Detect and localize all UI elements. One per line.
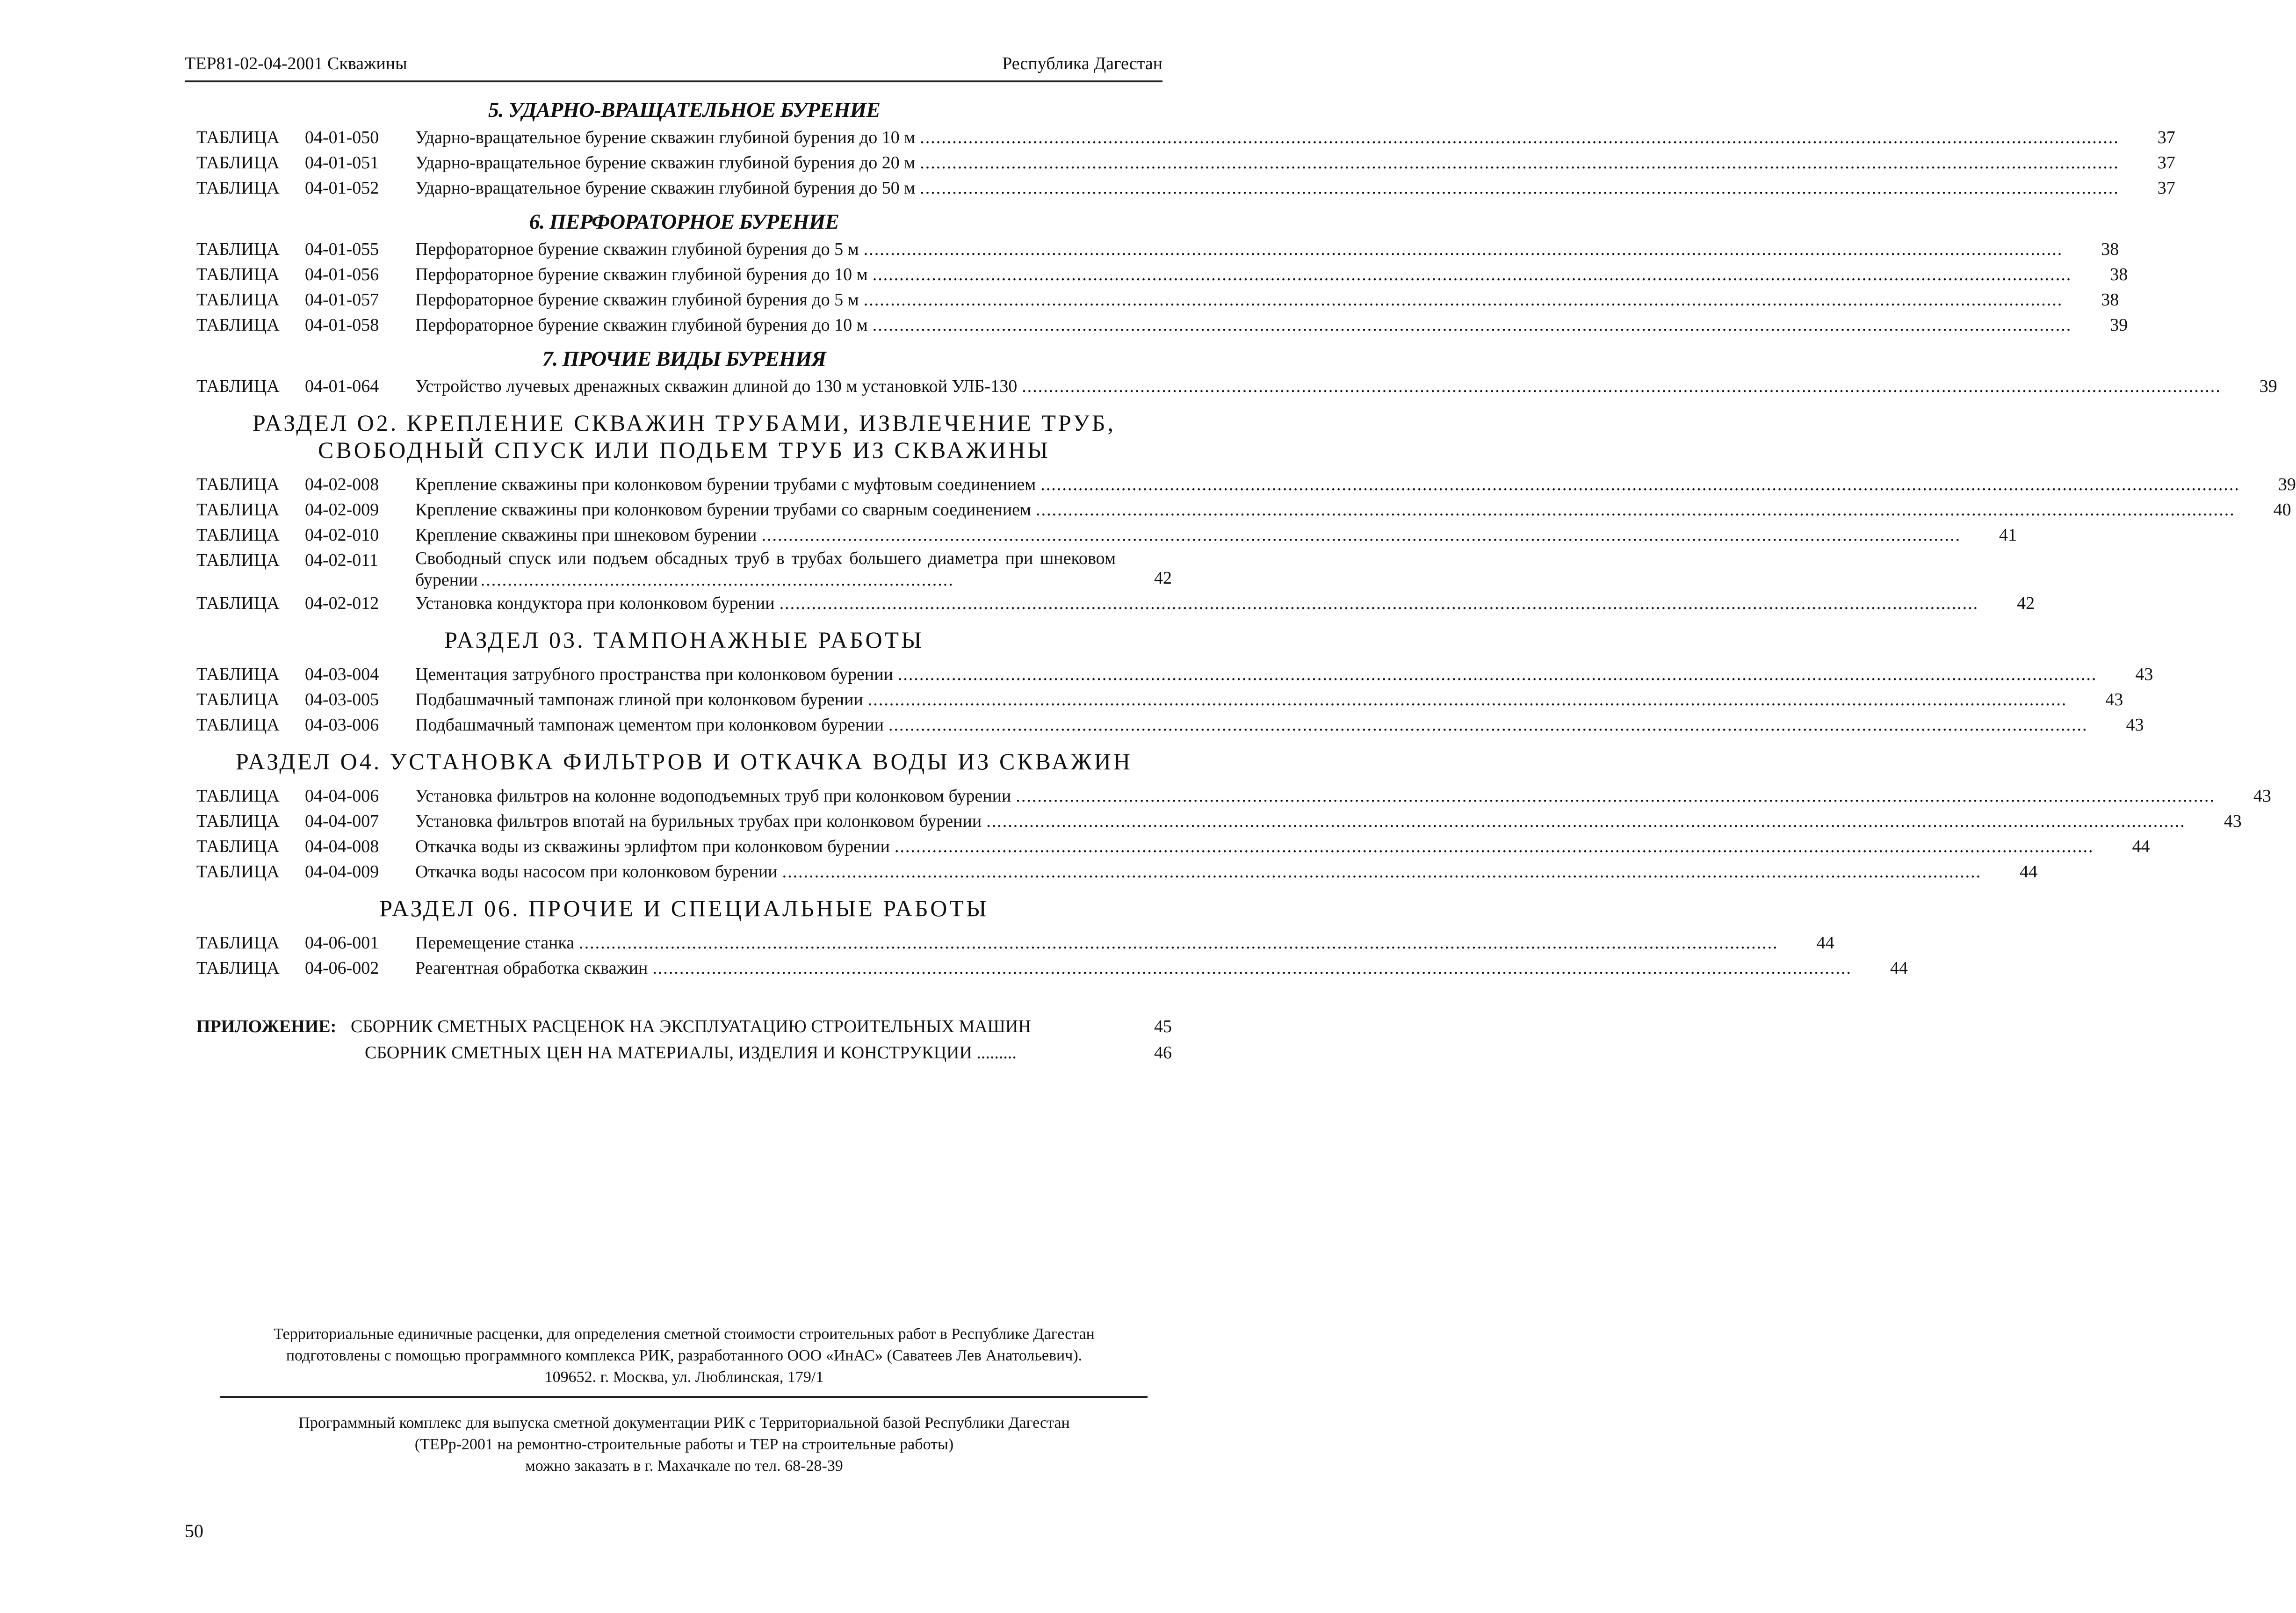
toc-row xyxy=(196,783,2271,809)
row-title-text: Свободный спуск или подъем обсадных труб в трубах большего диаметра при шнековом бурении xyxy=(415,549,1116,590)
appendix-page: 46 xyxy=(1154,1043,1172,1063)
row-page: 42 xyxy=(2017,593,2035,613)
row-page: 44 xyxy=(2132,837,2150,856)
page-header xyxy=(185,37,1162,82)
row-title-text: Перфораторное бурение скважин глубиной бурения до 10 м xyxy=(415,315,868,335)
toc-row xyxy=(196,472,2296,497)
toc-row xyxy=(196,662,2153,687)
row-code: 04-01-064 xyxy=(305,376,379,396)
row-code: 04-04-007 xyxy=(305,811,379,831)
leader-dots xyxy=(782,859,1982,884)
toc-row xyxy=(196,834,2150,859)
row-page: 43 xyxy=(2224,811,2242,831)
leader-dots xyxy=(920,125,2119,150)
row-label: ТАБЛИЦА xyxy=(196,958,280,978)
appendix-page: 45 xyxy=(1154,1017,1172,1036)
footer-line: Территориальные единичные расценки, для определения сметной стоимости строительных работ в Республике Дагестан xyxy=(274,1325,1095,1343)
toc-row xyxy=(196,262,2128,287)
row-page: 43 xyxy=(2135,665,2153,684)
row-page: 37 xyxy=(2157,153,2175,173)
row-label: ТАБЛИЦА xyxy=(196,786,280,806)
row-title xyxy=(415,687,2067,712)
row-title-text: Ударно-вращательное бурение скважин глубиной бурения до 20 м xyxy=(415,153,916,173)
row-page: 43 xyxy=(2105,690,2123,709)
row-title xyxy=(415,125,2119,150)
row-title xyxy=(415,809,2186,834)
toc-row xyxy=(196,150,2175,175)
leader-dots xyxy=(864,237,2063,262)
row-title-text: Перемещение станка xyxy=(415,933,575,953)
row-title-text: Крепление скважины при колонковом бурении трубами со сварным соединением xyxy=(415,500,1032,520)
row-page: 39 xyxy=(2110,315,2128,335)
row-label: ТАБЛИЦА xyxy=(196,862,280,882)
row-label: ТАБЛИЦА xyxy=(196,690,280,709)
leader-dots xyxy=(888,712,2088,738)
row-title-text: Установка фильтров впотай на бурильных трубах при колонковом бурении xyxy=(415,811,982,831)
leader-dots xyxy=(652,955,1852,981)
section-heading-5: 5. УДАРНО-ВРАЩАТЕЛЬНОЕ БУРЕНИЕ xyxy=(488,98,880,122)
row-title xyxy=(415,930,1778,955)
appendix-text: СБОРНИК СМЕТНЫХ РАСЦЕНОК НА ЭКСПЛУАТАЦИЮ СТРОИТЕЛЬНЫХ МАШИН xyxy=(351,1017,1031,1036)
row-page: 37 xyxy=(2157,128,2175,147)
row-code: 04-01-056 xyxy=(305,265,379,284)
row-page: 41 xyxy=(1999,525,2017,545)
section-heading-6: 6. ПЕРФОРАТОРНОЕ БУРЕНИЕ xyxy=(529,210,839,233)
row-label: ТАБЛИЦА xyxy=(196,665,280,684)
row-title xyxy=(415,783,2215,809)
row-code: 04-03-006 xyxy=(305,715,379,735)
row-title xyxy=(415,522,1961,548)
row-title-text: Ударно-вращательное бурение скважин глубиной бурения до 10 м xyxy=(415,128,916,147)
leader-dots xyxy=(868,687,2067,712)
row-code: 04-01-051 xyxy=(305,153,379,173)
row-title-text: Реагентная обработка скважин xyxy=(415,958,648,978)
row-title xyxy=(415,662,2097,687)
row-title xyxy=(415,312,2072,338)
row-code: 04-06-002 xyxy=(305,958,379,978)
leader-dots xyxy=(920,175,2119,201)
toc-row xyxy=(196,287,2119,312)
row-code: 04-02-008 xyxy=(305,475,379,494)
row-code: 04-01-058 xyxy=(305,315,379,335)
row-title-text: Перфораторное бурение скважин глубиной бурения до 5 м xyxy=(415,290,859,310)
row-code: 04-02-011 xyxy=(305,550,378,570)
leader-dots xyxy=(1036,497,2235,522)
appendix-row xyxy=(196,1040,1172,1066)
row-title-text: Ударно-вращательное бурение скважин глубиной бурения до 50 м xyxy=(415,178,916,198)
row-label: ТАБЛИЦА xyxy=(196,475,280,494)
toc-row xyxy=(196,687,2123,712)
row-title xyxy=(415,150,2119,175)
appendix-row xyxy=(196,1013,1172,1040)
row-title xyxy=(415,497,2235,522)
row-label: ТАБЛИЦА xyxy=(196,290,280,310)
row-code: 04-06-001 xyxy=(305,933,379,953)
row-title xyxy=(415,287,2063,312)
row-title xyxy=(415,237,2063,262)
row-title-text: Установка фильтров на колонне водоподъемных труб при колонковом бурении xyxy=(415,786,1011,806)
row-label: ТАБЛИЦА xyxy=(196,837,280,856)
leader-dots xyxy=(761,522,1961,548)
row-code: 04-02-012 xyxy=(305,593,379,613)
row-title-text: Цементация затрубного пространства при колонковом бурении xyxy=(415,665,893,684)
toc-row xyxy=(196,955,1908,981)
razdel-02-heading xyxy=(196,409,1172,463)
row-title-text: Крепление скважины при колонковом бурении трубами с муфтовым соединением xyxy=(415,475,1036,494)
row-label: ТАБЛИЦА xyxy=(196,715,280,735)
footer-line: (ТЕРр-2001 на ремонтно-строительные работы и ТЕР на строительные работы) xyxy=(414,1436,954,1453)
header-region: Республика Дагестан xyxy=(1002,54,1162,73)
leader-dots xyxy=(1016,783,2215,809)
row-code: 04-02-010 xyxy=(305,525,379,545)
row-code: 04-04-009 xyxy=(305,862,379,882)
row-title-text: Откачка воды насосом при колонковом бурении xyxy=(415,862,778,882)
appendix-spacer xyxy=(196,1040,351,1066)
row-label: ТАБЛИЦА xyxy=(196,265,280,284)
row-label: ТАБЛИЦА xyxy=(196,376,280,396)
razdel-02-heading-line2: СВОБОДНЫЙ СПУСК ИЛИ ПОДЬЕМ ТРУБ ИЗ СКВАЖИНЫ xyxy=(318,437,1050,463)
leader-dots xyxy=(579,930,1778,955)
row-title-text: Устройство лучевых дренажных скважин длиной до 130 м установкой УЛБ-130 xyxy=(415,376,1018,396)
row-page: 42 xyxy=(1154,568,1172,588)
row-label: ТАБЛИЦА xyxy=(196,933,280,953)
row-code: 04-01-050 xyxy=(305,128,379,147)
row-code: 04-04-008 xyxy=(305,837,379,856)
row-code: 04-03-004 xyxy=(305,665,379,684)
footer-credits xyxy=(196,1324,1172,1388)
leader-dots xyxy=(864,287,2063,312)
razdel-03-heading: РАЗДЕЛ 03. ТАМПОНАЖНЫЕ РАБОТЫ xyxy=(444,627,924,653)
row-page: 44 xyxy=(1816,933,1834,953)
row-title-text: Подбашмачный тампонаж цементом при колонковом бурении xyxy=(415,715,884,735)
toc-row xyxy=(196,548,1172,591)
row-title xyxy=(415,712,2088,738)
row-page: 44 xyxy=(1890,958,1908,978)
row-page: 37 xyxy=(2157,178,2175,198)
row-label: ТАБЛИЦА xyxy=(196,525,280,545)
toc-row xyxy=(196,522,2017,548)
row-label: ТАБЛИЦА xyxy=(196,500,280,520)
row-title-text: Перфораторное бурение скважин глубиной бурения до 5 м xyxy=(415,239,859,259)
toc-row xyxy=(196,374,2277,399)
row-page: 38 xyxy=(2101,290,2119,310)
row-page: 44 xyxy=(2020,862,2038,882)
leader-dots xyxy=(780,591,1979,616)
row-label: ТАБЛИЦА xyxy=(196,153,280,173)
footer-divider xyxy=(220,1396,1148,1398)
razdel-04-heading: РАЗДЕЛ О4. УСТАНОВКА ФИЛЬТРОВ И ОТКАЧКА ВОДЫ ИЗ СКВАЖИН xyxy=(235,748,1133,774)
row-title xyxy=(415,591,1978,616)
razdel-02-heading-line1: РАЗДЕЛ О2. КРЕПЛЕНИЕ СКВАЖИН ТРУБАМИ, ИЗВЛЕЧЕНИЕ ТРУБ, xyxy=(252,410,1116,436)
row-code: 04-02-009 xyxy=(305,500,379,520)
row-title-text: Перфораторное бурение скважин глубиной бурения до 10 м xyxy=(415,265,868,284)
row-label: ТАБЛИЦА xyxy=(196,550,280,570)
header-doc-title: ТЕР81-02-04-2001 Скважины xyxy=(185,54,407,73)
toc-row xyxy=(196,237,2119,262)
leader-dots xyxy=(920,150,2119,175)
row-title xyxy=(415,548,1116,591)
leader-dots xyxy=(1022,374,2221,399)
row-page: 38 xyxy=(2110,265,2128,284)
leader-dots xyxy=(873,312,2072,338)
razdel-06-heading: РАЗДЕЛ 06. ПРОЧИЕ И СПЕЦИАЛЬНЫЕ РАБОТЫ xyxy=(379,895,989,921)
row-page: 40 xyxy=(2273,500,2291,520)
row-title-text: Крепление скважины при шнековом бурении xyxy=(415,525,757,545)
toc-row xyxy=(196,712,2144,738)
row-title xyxy=(415,834,2094,859)
appendix-text: СБОРНИК СМЕТНЫХ ЦЕН НА МАТЕРИАЛЫ, ИЗДЕЛИЯ И КОНСТРУКЦИИ ......... xyxy=(365,1043,1017,1063)
footer-line: можно заказать в г. Махачкале по тел. 68-28-39 xyxy=(525,1457,843,1475)
row-title xyxy=(415,472,2240,497)
toc-row xyxy=(196,125,2175,150)
appendix xyxy=(196,1013,1172,1066)
toc-content xyxy=(196,89,2296,1066)
page-number: 50 xyxy=(185,1520,203,1541)
row-label: ТАБЛИЦА xyxy=(196,593,280,613)
toc-row xyxy=(196,809,2242,834)
row-page: 43 xyxy=(2126,715,2144,735)
row-code: 04-03-005 xyxy=(305,690,379,709)
footer-order-info xyxy=(196,1412,1172,1477)
appendix-label: ПРИЛОЖЕНИЕ: xyxy=(196,1017,337,1036)
row-page: 39 xyxy=(2259,376,2277,396)
row-page: 39 xyxy=(2278,475,2296,494)
leader-dots xyxy=(481,570,954,590)
row-code: 04-01-057 xyxy=(305,290,379,310)
toc-row xyxy=(196,175,2175,201)
toc-row xyxy=(196,312,2128,338)
leader-dots xyxy=(1040,472,2240,497)
row-label: ТАБЛИЦА xyxy=(196,315,280,335)
row-title xyxy=(415,262,2072,287)
row-title-text: Установка кондуктора при колонковом бурении xyxy=(415,593,775,613)
leader-dots xyxy=(895,834,2094,859)
toc-row xyxy=(196,930,1834,955)
row-title xyxy=(415,955,1852,981)
toc-row xyxy=(196,591,2035,616)
leader-dots xyxy=(873,262,2072,287)
row-label: ТАБЛИЦА xyxy=(196,239,280,259)
row-label: ТАБЛИЦА xyxy=(196,811,280,831)
footer-line: Программный комплекс для выпуска сметной документации РИК с Территориальной базой Республики Дагестан xyxy=(298,1414,1070,1432)
row-label: ТАБЛИЦА xyxy=(196,178,280,198)
row-label: ТАБЛИЦА xyxy=(196,128,280,147)
row-title-text: Откачка воды из скважины эрлифтом при колонковом бурении xyxy=(415,837,890,856)
row-title xyxy=(415,175,2119,201)
toc-row xyxy=(196,859,2038,884)
row-page: 43 xyxy=(2253,786,2271,806)
row-code: 04-01-055 xyxy=(305,239,379,259)
footer-line: 109652. г. Москва, ул. Люблинская, 179/1 xyxy=(544,1368,824,1386)
toc-row xyxy=(196,497,2291,522)
row-code: 04-01-052 xyxy=(305,178,379,198)
leader-dots xyxy=(898,662,2097,687)
row-code: 04-04-006 xyxy=(305,786,379,806)
footer-line: подготовлены с помощью программного комплекса РИК, разработанного ООО «ИнАС» (Саватеев Лев Анатольевич). xyxy=(286,1347,1083,1364)
row-title-text: Подбашмачный тампонаж глиной при колонковом бурении xyxy=(415,690,863,709)
section-heading-7: 7. ПРОЧИЕ ВИДЫ БУРЕНИЯ xyxy=(542,347,826,370)
row-title xyxy=(415,859,1981,884)
leader-dots xyxy=(986,809,2186,834)
row-title xyxy=(415,374,2221,399)
row-page: 38 xyxy=(2101,239,2119,259)
